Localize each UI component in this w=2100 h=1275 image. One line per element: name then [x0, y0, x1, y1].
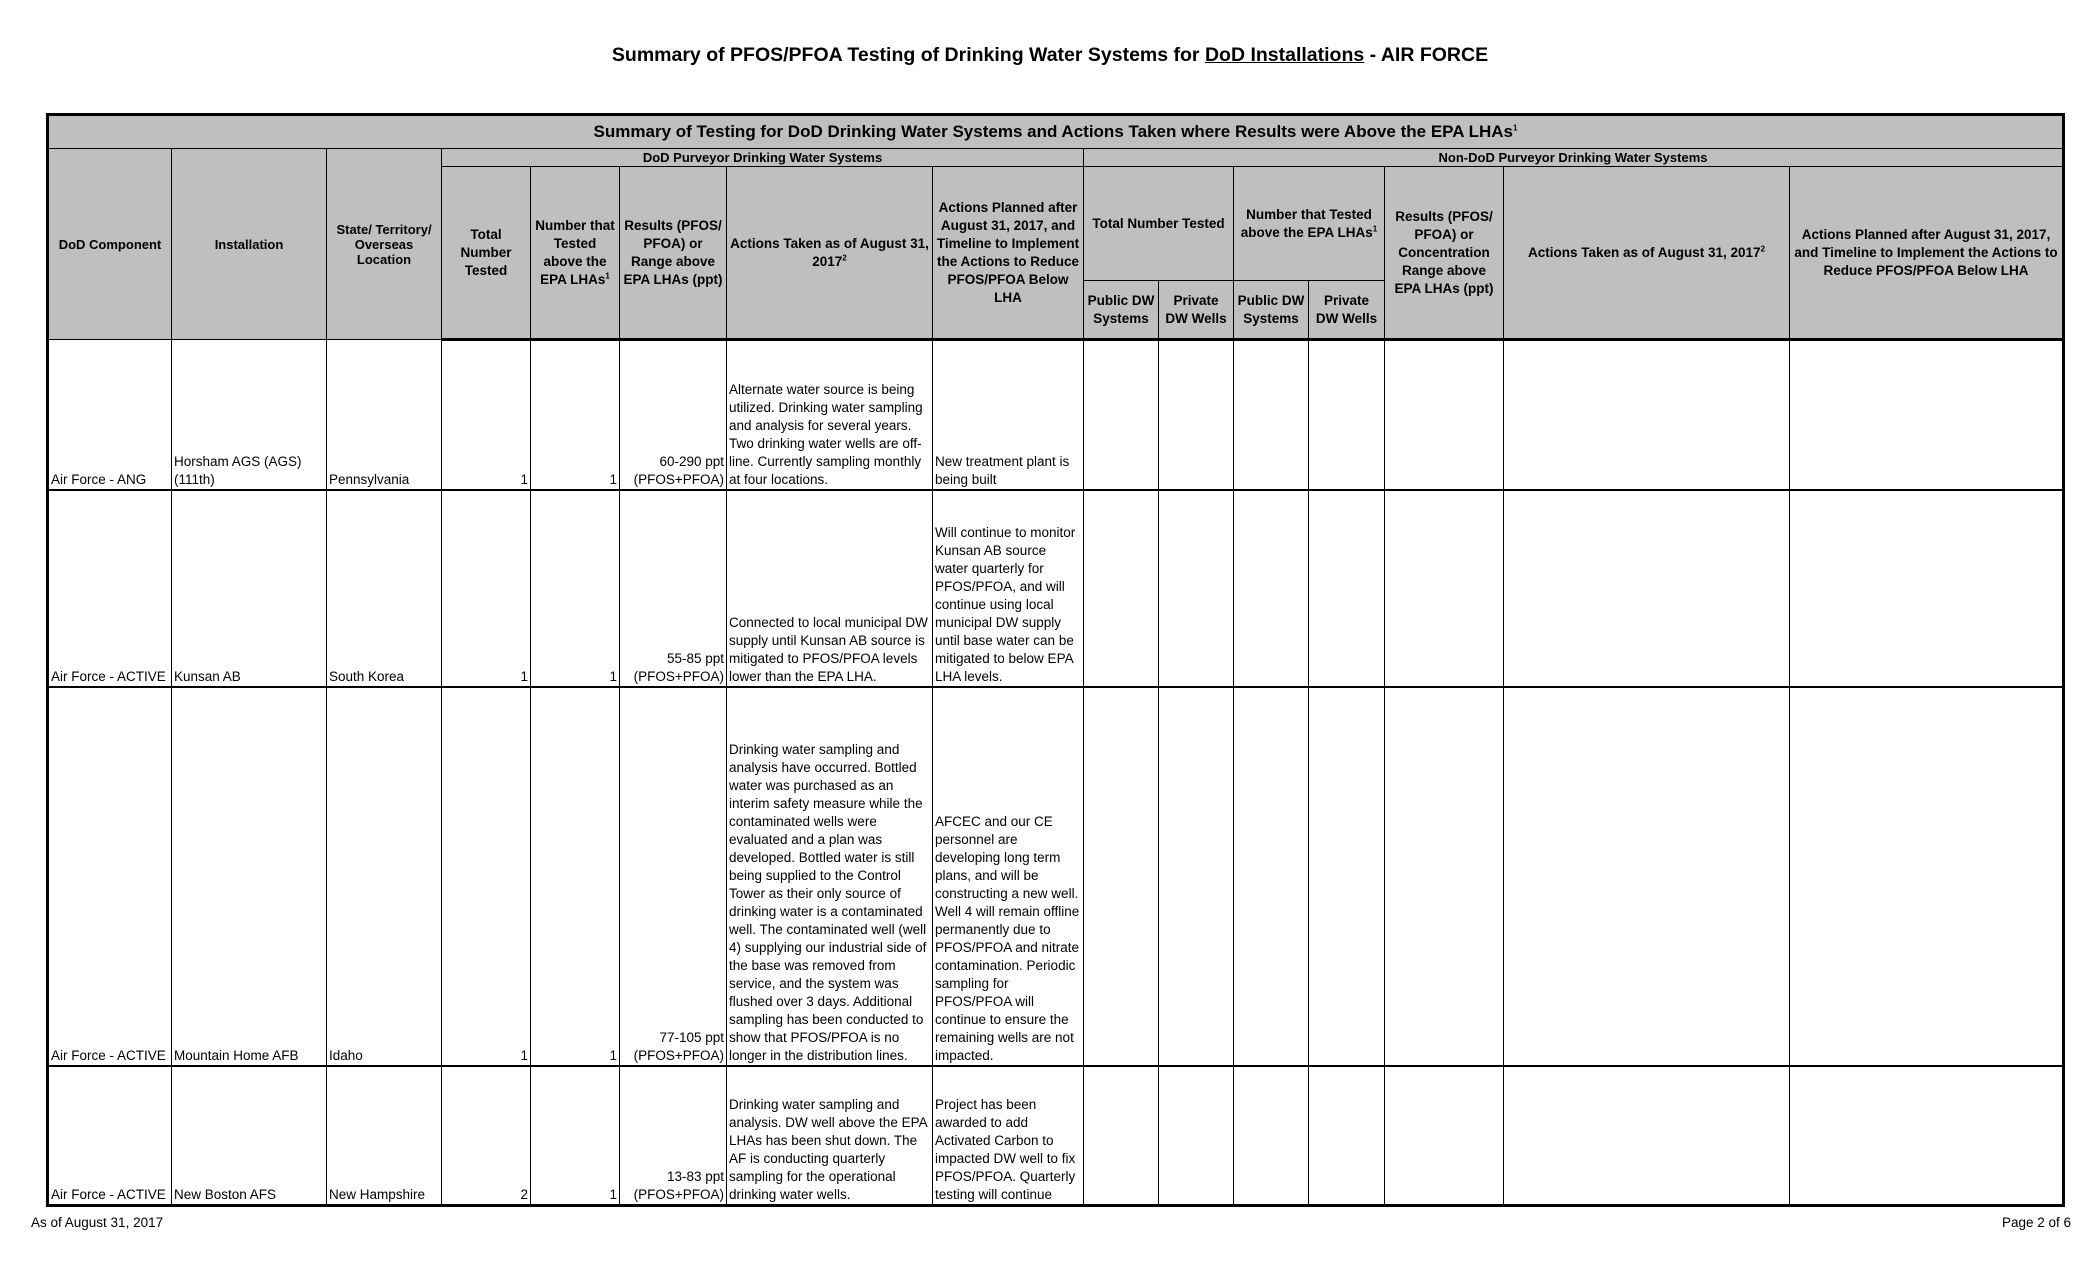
table-row — [48, 687, 2064, 1066]
header-total-tested: Total Number Tested — [442, 167, 531, 340]
table-row — [48, 490, 2064, 687]
cell-empty — [1790, 687, 2064, 1066]
cell-number-above-lha: 1 — [531, 490, 620, 687]
cell-results-basis: (PFOS+PFOA) — [633, 669, 724, 684]
cell-actions-planned: AFCEC and our CE personnel are developing long term plans, and will be constructing a new well. Well 4 will remain offline permanently due to PFOS/PFOA and nitrate contamination. Periodic sampling for PFOS/PFOA will continue to ensure the remaining wells are not impacted. — [933, 687, 1084, 1066]
cell-state: Idaho — [327, 687, 442, 1066]
pfos-pfoa-summary-table — [46, 113, 2065, 1207]
cell-number-above-lha: 1 — [531, 340, 620, 491]
cell-actions-planned: Will continue to monitor Kunsan AB source water quarterly for PFOS/PFOA, and will continue using local municipal DW supply until base water can be mitigated to below EPA LHA levels. — [933, 490, 1084, 687]
header-state: State/ Territory/ Overseas Location — [327, 149, 442, 340]
table-banner-footnote: 1 — [1513, 123, 1518, 133]
cell-empty — [1790, 490, 2064, 687]
cell-empty — [1790, 340, 2064, 491]
header-nd-above-public-dw-systems: Public DW Systems — [1234, 281, 1309, 340]
table-row — [48, 1066, 2064, 1206]
header-number-above-lha-footnote: 1 — [605, 271, 610, 280]
header-actions-taken — [727, 167, 933, 340]
footer-page-number: Page 2 of 6 — [2001, 1215, 2071, 1230]
header-nd-public-dw-systems: Public DW Systems — [1084, 281, 1159, 340]
cell-empty — [1504, 340, 1790, 491]
cell-component: Air Force - ACTIVE — [48, 490, 172, 687]
cell-results-basis: (PFOS+PFOA) — [633, 1187, 724, 1202]
header-nd-actions-taken-text: Actions Taken as of August 31, 2017 — [1527, 244, 1761, 260]
cell-component: Air Force - ACTIVE — [48, 687, 172, 1066]
cell-empty — [1309, 687, 1385, 1066]
cell-results-range: 60-290 ppt — [659, 454, 724, 469]
cell-total-tested: 1 — [442, 490, 531, 687]
cell-actions-planned: Project has been awarded to add Activated Carbon to impacted DW well to fix PFOS/PFOA. Quarterly testing will continue — [933, 1066, 1084, 1206]
cell-empty — [1504, 687, 1790, 1066]
header-dod-component: DoD Component — [48, 149, 172, 340]
cell-empty — [1084, 1066, 1159, 1206]
cell-empty — [1159, 687, 1234, 1066]
header-actions-taken-footnote: 2 — [842, 253, 847, 262]
cell-empty — [1159, 340, 1234, 491]
cell-total-tested: 1 — [442, 687, 531, 1066]
cell-state: New Hampshire — [327, 1066, 442, 1206]
cell-actions-taken: Connected to local municipal DW supply until Kunsan AB source is mitigated to PFOS/PFOA levels lower than the EPA LHA. — [727, 490, 933, 687]
cell-results — [620, 490, 727, 687]
header-number-above-lha — [531, 167, 620, 340]
header-nd-actions-taken — [1504, 167, 1790, 340]
cell-state: Pennsylvania — [327, 340, 442, 491]
cell-results — [620, 687, 727, 1066]
cell-empty — [1309, 1066, 1385, 1206]
cell-results-range: 13-83 ppt — [666, 1169, 724, 1184]
cell-component: Air Force - ACTIVE — [48, 1066, 172, 1206]
header-nd-above-private-dw-wells: Private DW Wells — [1309, 281, 1385, 340]
cell-results — [620, 340, 727, 491]
header-nd-results: Results (PFOS/ PFOA) or Concentration Range above EPA LHAs (ppt) — [1385, 167, 1504, 340]
header-actions-planned: Actions Planned after August 31, 2017, and Timeline to Implement the Actions to Reduce PFOS/PFOA Below LHA — [933, 167, 1084, 340]
cell-results-range: 55-85 ppt — [666, 651, 724, 666]
footer-date: As of August 31, 2017 — [31, 1215, 164, 1230]
cell-empty — [1159, 1066, 1234, 1206]
header-number-above-lha-text: Number that Tested above the EPA LHAs — [535, 217, 615, 287]
table-banner-text: Summary of Testing for DoD Drinking Water Systems and Actions Taken where Results were Above the EPA LHAs — [593, 122, 1513, 141]
cell-results-range: 77-105 ppt — [659, 1030, 724, 1045]
header-results: Results (PFOS/ PFOA) or Range above EPA LHAs (ppt) — [620, 167, 727, 340]
cell-empty — [1385, 490, 1504, 687]
cell-component: Air Force - ANG — [48, 340, 172, 491]
cell-empty — [1234, 1066, 1309, 1206]
cell-total-tested: 2 — [442, 1066, 531, 1206]
cell-empty — [1234, 340, 1309, 491]
cell-number-above-lha: 1 — [531, 687, 620, 1066]
cell-results-basis: (PFOS+PFOA) — [633, 472, 724, 487]
table-row — [48, 340, 2064, 491]
cell-state: South Korea — [327, 490, 442, 687]
cell-empty — [1385, 340, 1504, 491]
cell-empty — [1234, 687, 1309, 1066]
cell-actions-taken: Drinking water sampling and analysis. DW well above the EPA LHAs has been shut down. The AF is conducting quarterly sampling for the operational drinking water wells. — [727, 1066, 933, 1206]
header-nd-total-tested: Total Number Tested — [1084, 167, 1234, 281]
cell-installation: Kunsan AB — [172, 490, 327, 687]
cell-empty — [1790, 1066, 2064, 1206]
cell-empty — [1084, 490, 1159, 687]
cell-empty — [1385, 1066, 1504, 1206]
header-group-dod-purveyor: DoD Purveyor Drinking Water Systems — [442, 149, 1084, 167]
cell-empty — [1309, 340, 1385, 491]
header-nd-private-dw-wells: Private DW Wells — [1159, 281, 1234, 340]
header-nd-actions-planned: Actions Planned after August 31, 2017, and Timeline to Implement the Actions to Reduce PFOS/PFOA Below LHA — [1790, 167, 2064, 340]
cell-empty — [1504, 1066, 1790, 1206]
cell-number-above-lha: 1 — [531, 1066, 620, 1206]
cell-empty — [1084, 687, 1159, 1066]
cell-empty — [1159, 490, 1234, 687]
cell-empty — [1084, 340, 1159, 491]
header-nd-number-above-lha-footnote: 1 — [1372, 224, 1378, 233]
cell-actions-planned: New treatment plant is being built — [933, 340, 1084, 491]
cell-installation: Mountain Home AFB — [172, 687, 327, 1066]
cell-total-tested: 1 — [442, 340, 531, 491]
cell-actions-taken: Drinking water sampling and analysis have occurred. Bottled water was purchased as an interim safety measure while the contaminated wells were evaluated and a plan was developed. Bottled water is still being supplied to the Control Tower as their only source of drinking water is a contaminated well. The contaminated well (well 4) supplying our industrial side of the base was removed from service, and the system was flushed over 3 days. Additional sampling has been conducted to show that PFOS/PFOA is no longer in the distribution lines. — [727, 687, 933, 1066]
header-nd-actions-taken-footnote: 2 — [1760, 244, 1766, 253]
cell-empty — [1309, 490, 1385, 687]
cell-results-basis: (PFOS+PFOA) — [633, 1048, 724, 1063]
header-actions-taken-text: Actions Taken as of August 31, 2017 — [730, 235, 929, 269]
page-title-prefix: Summary of PFOS/PFOA Testing of Drinking Water Systems for — [611, 44, 1205, 66]
cell-actions-taken: Alternate water source is being utilized. Drinking water sampling and analysis for several years. Two drinking water wells are off-line. Currently sampling monthly at four locations. — [727, 340, 933, 491]
cell-empty — [1234, 490, 1309, 687]
table-banner — [48, 115, 2064, 149]
header-nd-number-above-lha — [1234, 167, 1385, 281]
cell-empty — [1385, 687, 1504, 1066]
page-title — [0, 44, 2100, 67]
header-group-non-dod-purveyor: Non-DoD Purveyor Drinking Water Systems — [1084, 149, 2064, 167]
cell-results — [620, 1066, 727, 1206]
cell-installation: New Boston AFS — [172, 1066, 327, 1206]
cell-empty — [1504, 490, 1790, 687]
page-title-underlined: DoD Installations — [1204, 44, 1365, 66]
page-title-suffix: - AIR FORCE — [1364, 44, 1489, 66]
header-nd-number-above-lha-text: Number that Tested above the EPA LHAs — [1240, 206, 1373, 240]
cell-installation: Horsham AGS (AGS) (111th) — [172, 340, 327, 491]
header-installation: Installation — [172, 149, 327, 340]
